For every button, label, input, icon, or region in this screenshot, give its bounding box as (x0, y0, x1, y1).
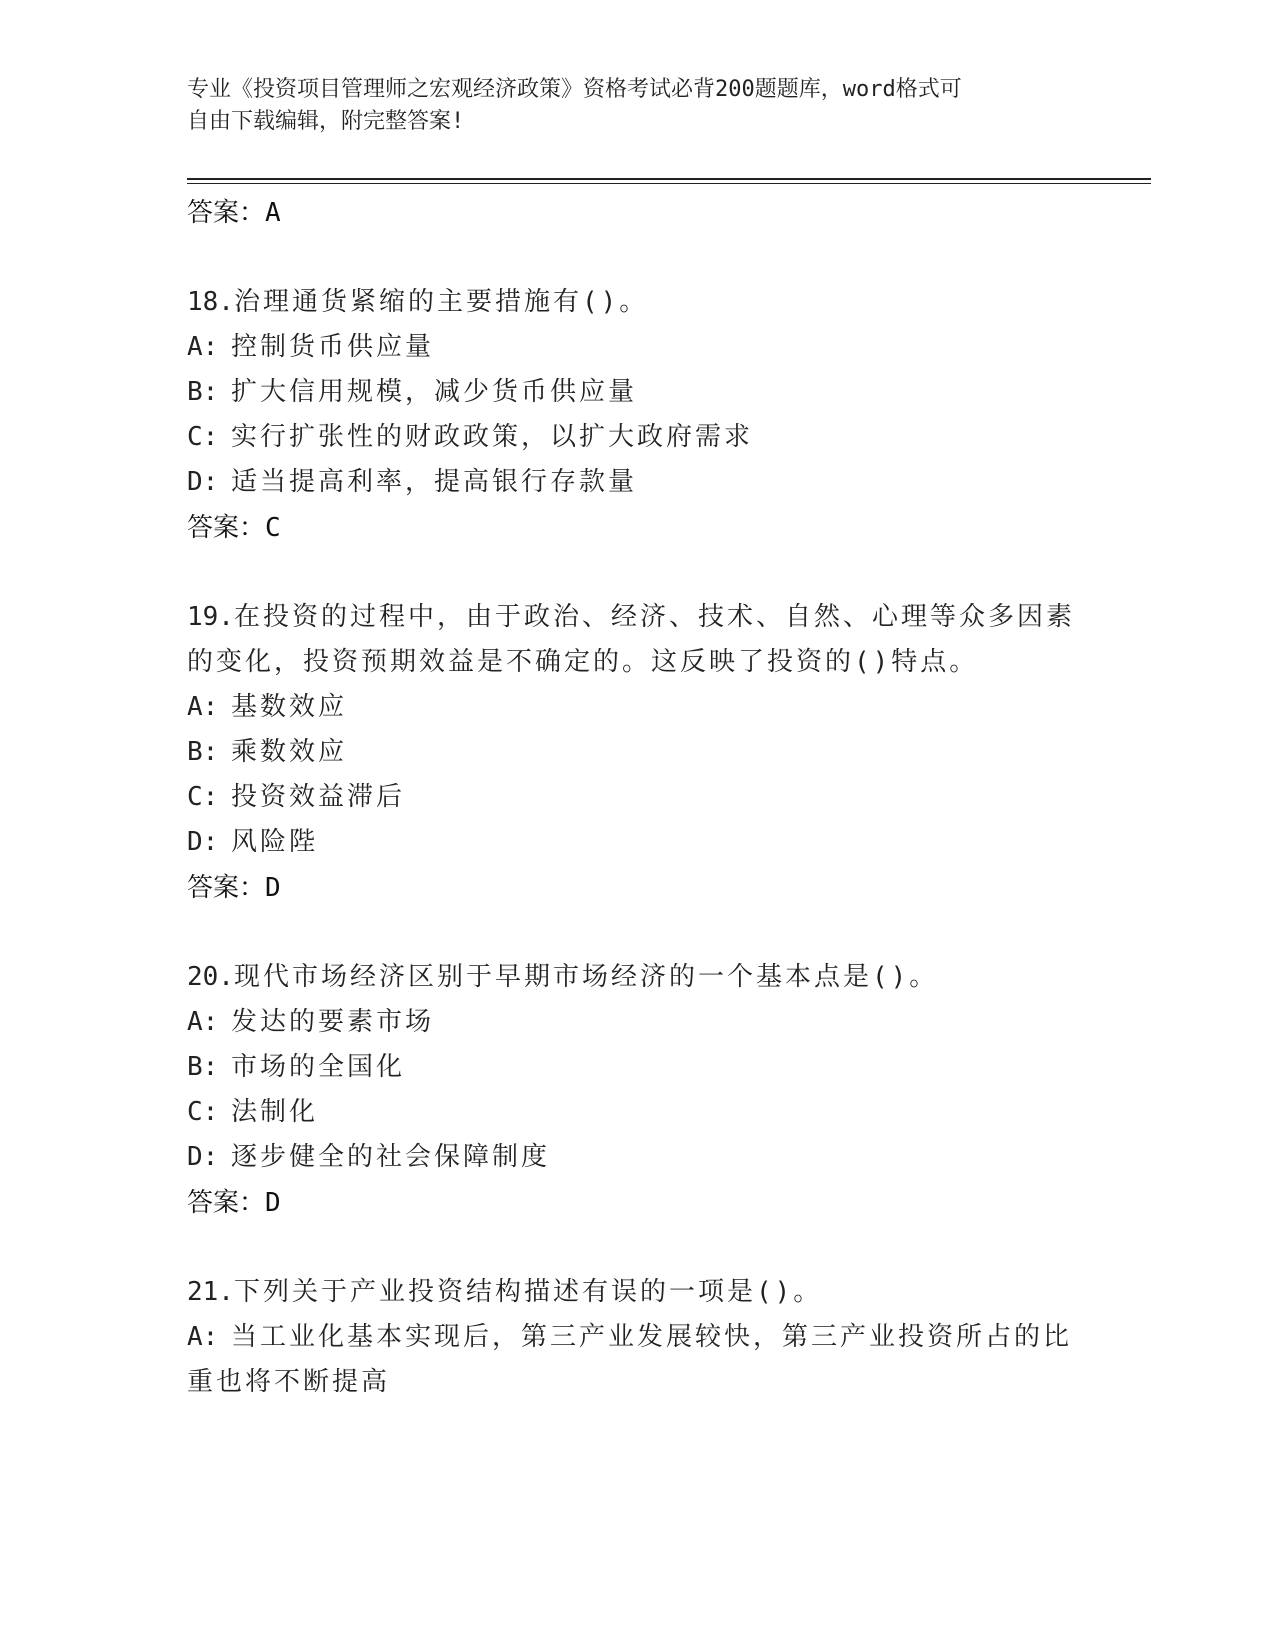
question-text: 在投资的过程中，由于政治、经济、技术、自然、心理等众多因素 (233, 602, 1075, 632)
option-d (187, 460, 1087, 505)
option-d (187, 820, 1087, 865)
question-text: 现代市场经济区别于早期市场经济的一个基本点是()。 (233, 962, 939, 992)
answer-line (187, 505, 1087, 551)
option-text: 市场的全国化 (231, 1052, 406, 1082)
option-text: 法制化 (231, 1097, 319, 1127)
option-text: 发达的要素市场 (231, 1007, 435, 1037)
option-text: 扩大信用规模，减少货币供应量 (231, 377, 638, 407)
option-a (187, 1000, 1087, 1045)
answer-line (187, 865, 1087, 911)
option-text: 实行扩张性的财政政策，以扩大政府需求 (231, 422, 754, 452)
question-19 (187, 595, 1087, 911)
option-key: A: (187, 1007, 219, 1037)
option-text: 风险陛 (231, 827, 319, 857)
question-18 (187, 280, 1087, 551)
question-21 (187, 1270, 1087, 1405)
document-header (187, 74, 1067, 138)
option-key: C: (187, 782, 219, 812)
question-number: 19. (187, 602, 234, 632)
option-c (187, 1090, 1087, 1135)
option-key: A: (187, 1322, 219, 1352)
question-20 (187, 955, 1087, 1226)
option-key: C: (187, 1097, 219, 1127)
question-stem (187, 955, 1087, 1000)
option-a (187, 1315, 1087, 1360)
question-text: 治理通货紧缩的主要措施有()。 (233, 287, 649, 317)
option-text: 乘数效应 (231, 737, 348, 767)
answer-line (187, 1180, 1087, 1226)
option-c (187, 775, 1087, 820)
option-a (187, 325, 1087, 370)
option-key: B: (187, 1052, 219, 1082)
answer-value: C (265, 513, 281, 543)
header-line-2: 自由下载编辑，附完整答案! (187, 109, 465, 134)
document-body (187, 190, 1087, 1405)
answer-label: 答案： (187, 513, 266, 543)
option-key: A: (187, 332, 219, 362)
option-text: 基数效应 (231, 692, 348, 722)
option-text: 投资效益滞后 (231, 782, 406, 812)
question-number: 18. (187, 287, 234, 317)
option-key: D: (187, 467, 219, 497)
option-text: 控制货币供应量 (231, 332, 435, 362)
header-rule (187, 178, 1151, 180)
option-b (187, 1045, 1087, 1090)
option-key: B: (187, 737, 219, 767)
option-a (187, 685, 1087, 730)
option-d (187, 1135, 1087, 1180)
question-stem-continued: 的变化，投资预期效益是不确定的。这反映了投资的()特点。 (187, 647, 979, 677)
option-text: 当工业化基本实现后，第三产业发展较快，第三产业投资所占的比 (231, 1322, 1073, 1352)
answer-value: D (265, 873, 281, 903)
answer-label: 答案： (187, 198, 266, 228)
answer-value: A (265, 198, 281, 228)
option-text: 逐步健全的社会保障制度 (231, 1142, 551, 1172)
answer-line (187, 190, 1087, 236)
option-key: D: (187, 827, 219, 857)
header-rule-thin (187, 183, 1151, 184)
question-number: 20. (187, 962, 234, 992)
question-stem (187, 1270, 1087, 1315)
option-key: A: (187, 692, 219, 722)
option-key: C: (187, 422, 219, 452)
answer-label: 答案： (187, 1188, 266, 1218)
question-stem (187, 280, 1087, 325)
option-b (187, 370, 1087, 415)
header-line-1: 专业《投资项目管理师之宏观经济政策》资格考试必背200题题库，word格式可 (187, 77, 962, 102)
question-number: 21. (187, 1277, 234, 1307)
option-key: D: (187, 1142, 219, 1172)
answer-label: 答案： (187, 873, 266, 903)
question-stem (187, 595, 1087, 640)
option-text: 适当提高利率，提高银行存款量 (231, 467, 638, 497)
option-key: B: (187, 377, 219, 407)
option-c (187, 415, 1087, 460)
option-a-continued: 重也将不断提高 (187, 1367, 391, 1397)
answer-value: D (265, 1188, 281, 1218)
question-text: 下列关于产业投资结构描述有误的一项是()。 (233, 1277, 823, 1307)
option-b (187, 730, 1087, 775)
